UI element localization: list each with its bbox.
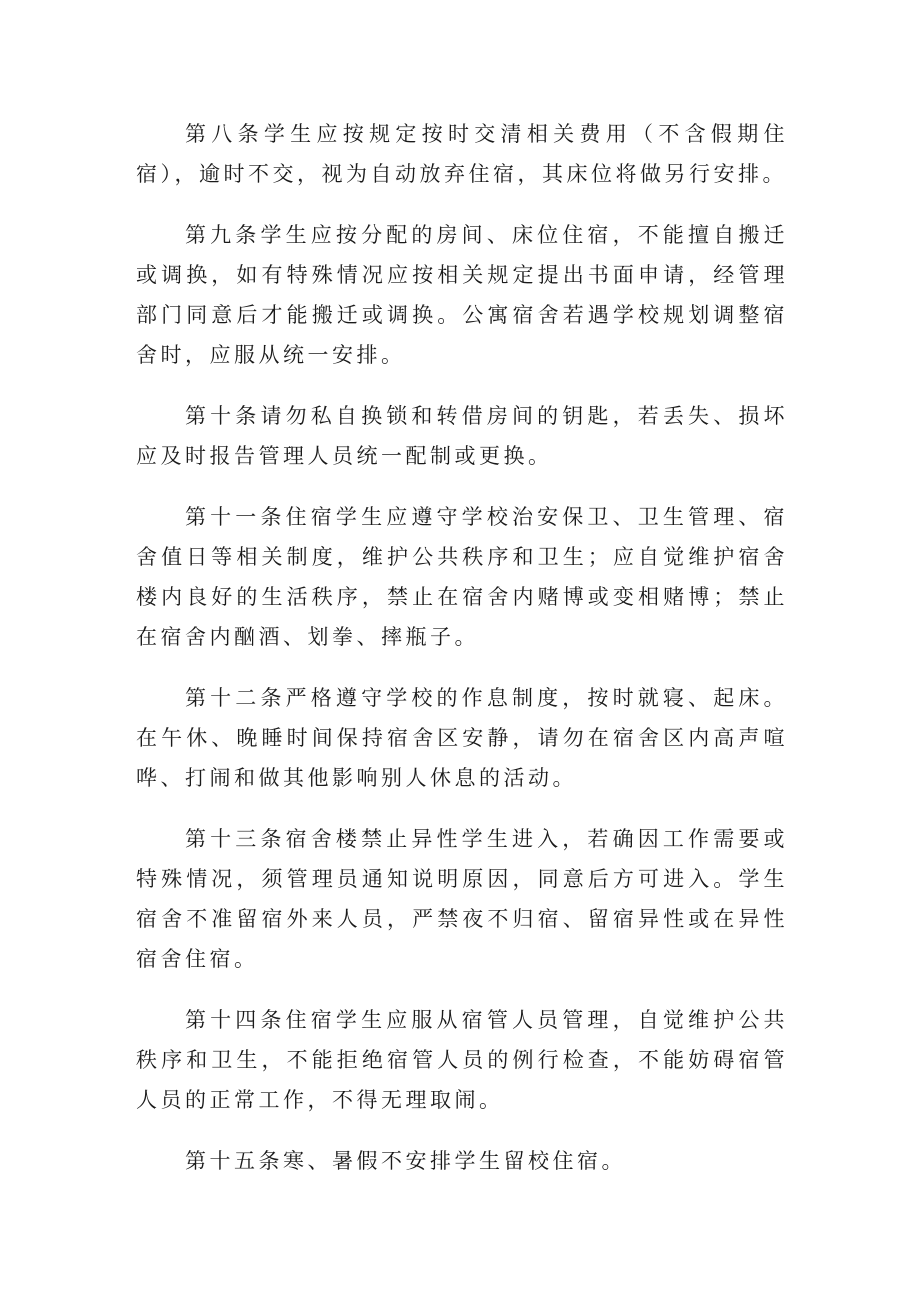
paragraph-article-12: 第十二条严格遵守学校的作息制度，按时就寝、起床。在午休、晚睡时间保持宿舍区安静，请勿在宿舍区内高声喧哗、打闹和做其他影响别人休息的活动。 [136,686,788,790]
paragraph-article-11: 第十一条住宿学生应遵守学校治安保卫、卫生管理、宿舍值日等相关制度，维护公共秩序和卫生；应自觉维护宿舍楼内良好的生活秩序，禁止在宿舍内赌博或变相赌博；禁止在宿舍内酗酒、划拳、摔瓶子。 [136,505,788,649]
paragraph-article-15: 第十五条寒、暑假不安排学生留校住宿。 [185,1149,626,1173]
paragraph-article-9: 第九条学生应按分配的房间、床位住宿，不能擅自搬迁或调换，如有特殊情况应按相关规定提出书面申请，经管理部门同意后才能搬迁或调换。公寓宿舍若遇学校规划调整宿舍时，应服从统一安排。 [136,223,788,367]
document-body [136,114,788,1202]
paragraph-article-13: 第十三条宿舍楼禁止异性学生进入，若确因工作需要或特殊情况，须管理员通知说明原因，同意后方可进入。学生宿舍不准留宿外来人员，严禁夜不归宿、留宿异性或在异性宿舍住宿。 [136,827,788,971]
paragraph-article-8: 第八条学生应按规定按时交清相关费用（不含假期住宿），逾时不交，视为自动放弃住宿，其床位将做另行安排。 [136,122,788,186]
paragraph-article-10: 第十条请勿私自换锁和转借房间的钥匙，若丢失、损坏应及时报告管理人员统一配制或更换。 [136,404,788,468]
paragraph-article-14: 第十四条住宿学生应服从宿管人员管理，自觉维护公共秩序和卫生，不能拒绝宿管人员的例行检查，不能妨碍宿管人员的正常工作，不得无理取闹。 [136,1008,788,1112]
